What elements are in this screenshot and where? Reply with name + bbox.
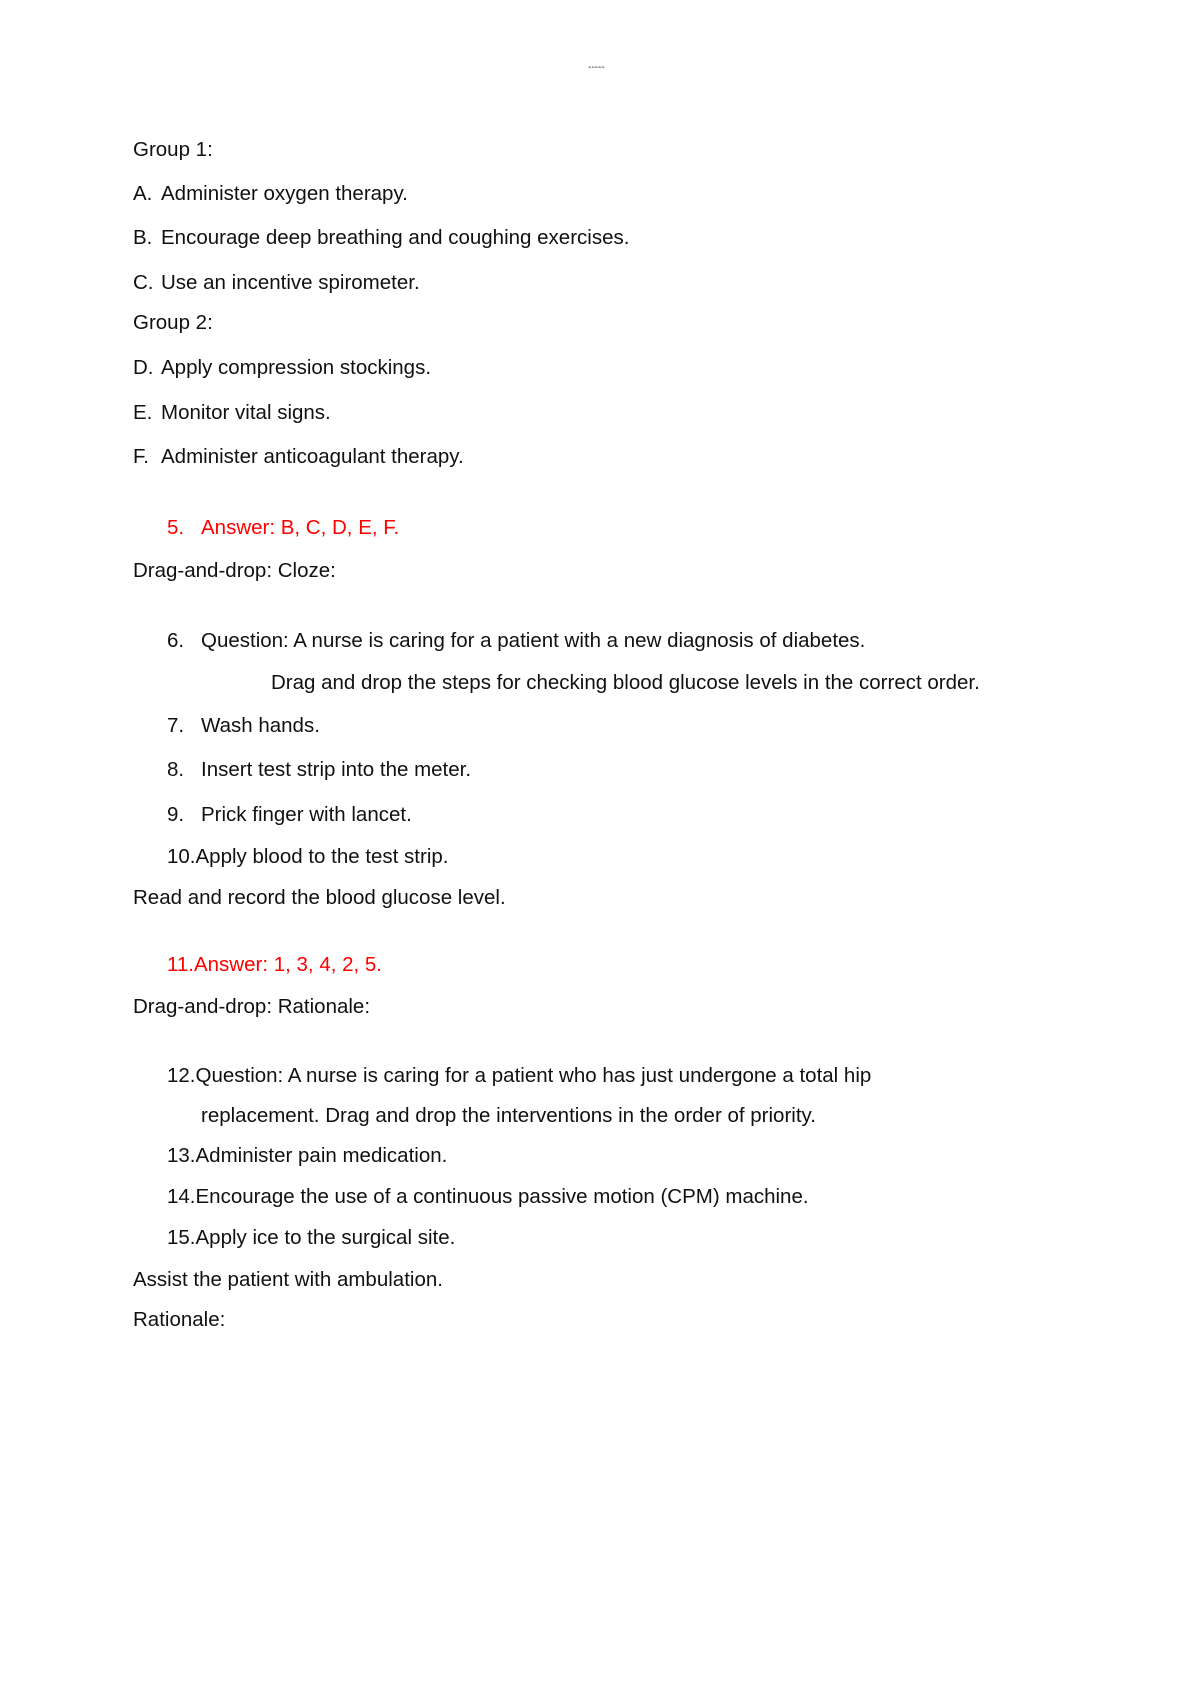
list-item [133,444,464,470]
item-letter: B. [133,226,153,249]
list-item [133,400,331,426]
list-item [167,1225,455,1251]
list-item [133,181,408,207]
answer-text: Answer: B, C, D, E, F. [201,516,400,539]
question-6-continuation: Drag and drop the steps for checking blood glucose levels in the correct order. [271,671,980,694]
item-letter: A. [133,182,153,205]
question-number: 12. [167,1064,196,1087]
question-text: Question: A nurse is caring for a patient with a new diagnosis of diabetes. [201,629,866,652]
step-number: 8. [167,758,185,781]
intervention-text: Administer pain medication. [195,1144,448,1167]
answer-11 [167,952,382,978]
question-text: Question: A nurse is caring for a patient who has just undergone a total hip [195,1064,872,1087]
intervention-number: 15. [167,1226,196,1249]
group1-title: Group 1: [133,138,213,161]
answer-text: Answer: 1, 3, 4, 2, 5. [193,953,382,976]
step-number: 9. [167,803,185,826]
answer-number: 11. [167,953,194,976]
step-text: Wash hands. [201,714,320,737]
item-text: Administer oxygen therapy. [161,182,408,205]
group2-title: Group 2: [133,311,213,334]
list-item [167,757,471,783]
item-text: Apply compression stockings. [161,356,432,379]
list-item [133,225,629,251]
intervention-number: 13. [167,1144,196,1167]
list-item [167,713,320,739]
step-text: Apply blood to the test strip. [195,845,449,868]
item-text: Use an incentive spirometer. [161,271,420,294]
intervention-text: Apply ice to the surgical site. [195,1226,456,1249]
item-letter: D. [133,356,154,379]
question-12 [167,1063,871,1089]
list-item [133,270,420,296]
item-letter: F. [133,445,149,468]
intervention-number: 14. [167,1185,196,1208]
answer-5 [167,515,399,541]
list-item [167,844,448,870]
answer-number: 5. [167,516,185,539]
list-item [133,355,431,381]
question-6 [167,628,865,654]
step-number: 7. [167,714,185,737]
item-text: Monitor vital signs. [161,401,331,424]
step-unnumbered: Read and record the blood glucose level. [133,886,506,909]
question-number: 6. [167,629,185,652]
question-12-continuation: replacement. Drag and drop the interventions in the order of priority. [201,1104,816,1127]
list-item [167,1143,447,1169]
intervention-text: Encourage the use of a continuous passive motion (CPM) machine. [195,1185,809,1208]
list-item [167,802,412,828]
item-letter: C. [133,271,154,294]
step-text: Insert test strip into the meter. [201,758,472,781]
list-item [167,1184,809,1210]
header-mark: ----- [588,62,605,73]
item-text: Administer anticoagulant therapy. [161,445,464,468]
section-heading-cloze: Drag-and-drop: Cloze: [133,559,336,582]
rationale-label: Rationale: [133,1308,226,1331]
step-number: 10. [167,845,196,868]
section-heading-rationale: Drag-and-drop: Rationale: [133,995,371,1018]
item-letter: E. [133,401,153,424]
intervention-unnumbered: Assist the patient with ambulation. [133,1268,443,1291]
step-text: Prick finger with lancet. [201,803,412,826]
item-text: Encourage deep breathing and coughing exercises. [161,226,630,249]
